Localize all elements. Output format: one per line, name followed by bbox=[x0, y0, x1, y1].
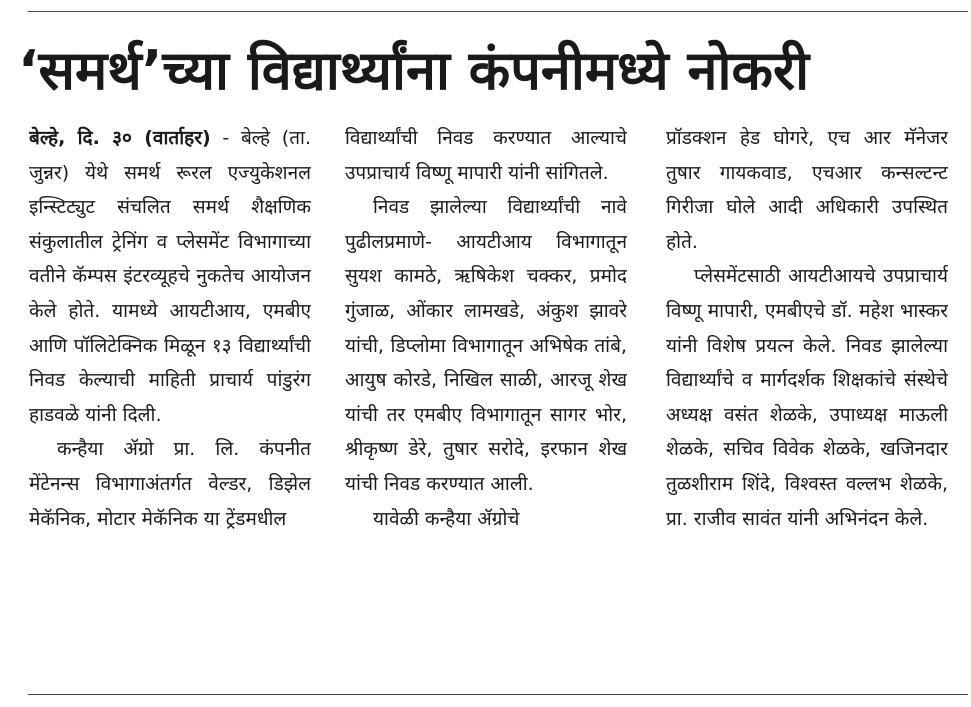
article-column-1 bbox=[29, 121, 311, 536]
top-rule bbox=[28, 11, 968, 12]
column-2-paragraph-1: विद्यार्थ्यांची निवड करण्यात आल्याचे उपप्राचार्य विष्णू मापारी यांनी सांगितले. bbox=[345, 127, 627, 184]
article-column-3 bbox=[666, 121, 948, 536]
column-1-paragraph-2: कन्हैया ॲग्रो प्रा. लि. कंपनीत मेंटेनन्स विभागाअंतर्गत वेल्डर, डिझेल मेकॅनिक, मोटार मेकॅनिक या ट्रेंडमधील bbox=[29, 438, 311, 530]
headline: ‘समर्थ’च्या विद्यार्थ्यांना कंपनीमध्ये नोकरी bbox=[18, 39, 810, 102]
article-column-2 bbox=[345, 121, 627, 536]
dateline: बेल्हे, दि. ३० (वार्ताहर) bbox=[29, 127, 211, 149]
column-2-paragraph-2: निवड झालेल्या विद्यार्थ्यांची नावे पुढीलप्रमाणे- आयटीआय विभागातून सुयश कामठे, ऋषिकेश चक्कर, प्रमोद गुंजाळ, ओंकार लामखडे, अंकुश झावरे यांची, डिप्लोमा विभागातून अभिषेक तांबे, आयुष कोरडे, निखिल साळी, आरजू शेख यांची तर एमबीए विभागातून सागर भोर, श्रीकृष्ण डेरे, तुषार सरोदे, इरफान शेख यांची निवड करण्यात आली. bbox=[345, 196, 627, 495]
column-1-paragraph-1-text: - बेल्हे (ता. जुन्नर) येथे समर्थ रूरल एज्युकेशनल इन्स्टिट्युट संचलित समर्थ शैक्षणिक संकुलातील ट्रेनिंग व प्लेसमेंट विभागाच्या वतीने कॅम्पस इंटरव्यूहचे नुकतेच आयोजन केले होते. यामध्ये आयटीआय, एमबीए आणि पॉलिटेक्निक मिळून १३ विद्यार्थ्यांची निवड केल्याची माहिती प्राचार्य पांडुरंग हाडवळे यांनी दिली. bbox=[29, 127, 311, 426]
column-3-paragraph-1: प्रॉडक्शन हेड घोगरे, एच आर मॅनेजर तुषार गायकवाड, एचआर कन्सल्टन्ट गिरीजा घोले आदी अधिकारी उपस्थित होते. bbox=[666, 127, 948, 253]
column-2-paragraph-3: यावेळी कन्हैया ॲग्रोचे bbox=[373, 507, 520, 530]
column-1-paragraph-1 bbox=[29, 121, 311, 432]
column-3-paragraph-2: प्लेसमेंटसाठी आयटीआयचे उपप्राचार्य विष्णू मापारी, एमबीएचे डॉ. महेश भास्कर यांनी विशेष प्रयत्न केले. निवड झालेल्या विद्यार्थ्यांचे व मार्गदर्शक शिक्षकांचे संस्थेचे अध्यक्ष वसंत शेळके, उपाध्यक्ष माऊली शेळके, सचिव विवेक शेळके, खजिनदार तुळशीराम शिंदे, विश्वस्त वल्लभ शेळके, प्रा. राजीव सावंत यांनी अभिनंदन केले. bbox=[666, 265, 948, 530]
bottom-rule bbox=[28, 694, 968, 695]
